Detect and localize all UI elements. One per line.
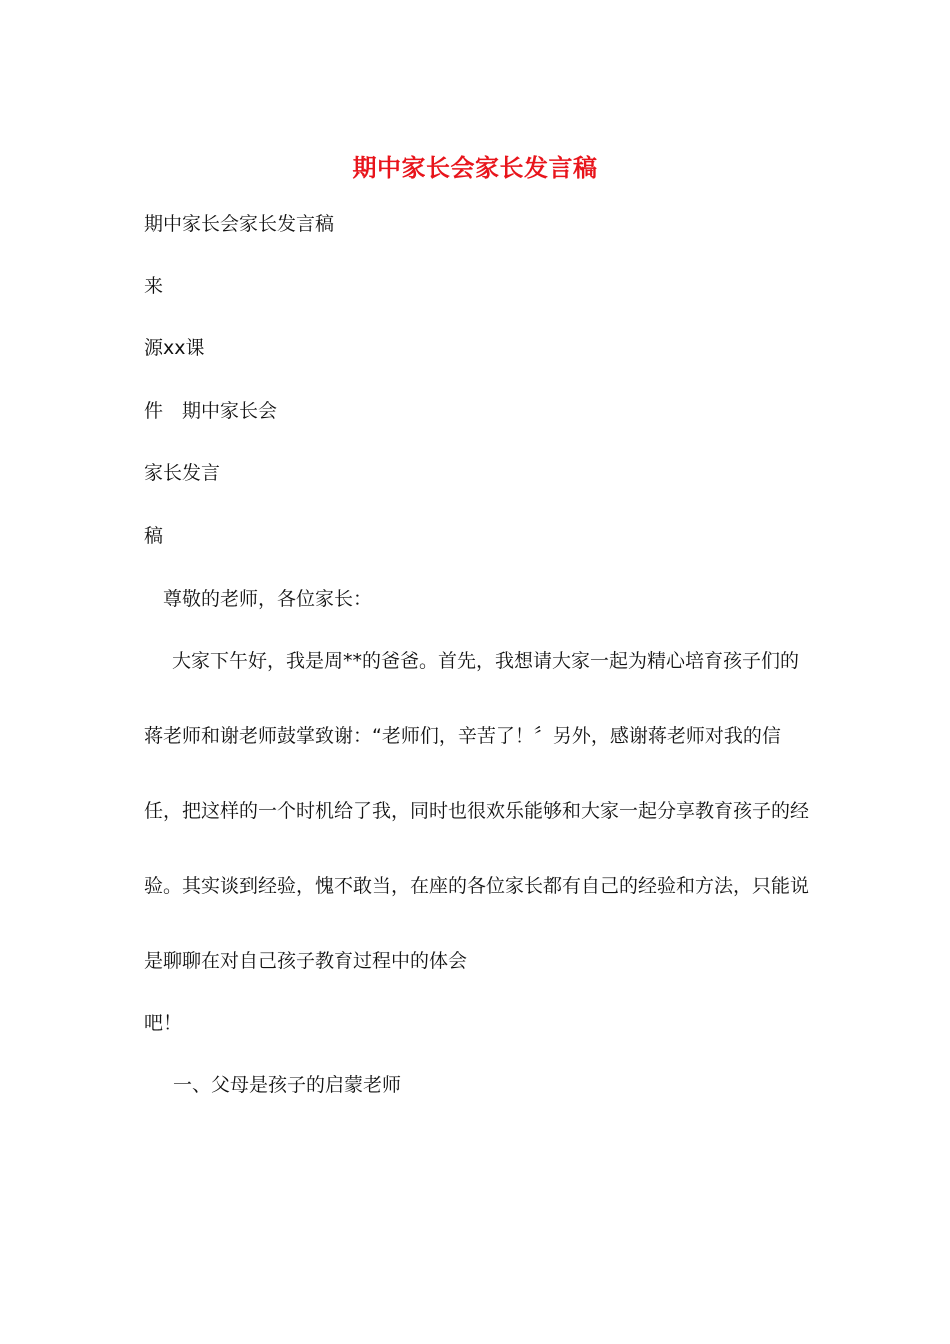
section-heading: 一、父母是孩子的启蒙老师	[173, 1074, 402, 1096]
salutation: 尊敬的老师，各位家长：	[163, 588, 373, 610]
meta-line-source-1: 来	[144, 275, 164, 297]
meta-line-source-5: 稿	[144, 525, 164, 547]
document-title: 期中家长会家长发言稿	[352, 153, 598, 182]
meta-line-source-4: 家长发言	[144, 462, 221, 484]
paragraph-body: 大家下午好，我是周**的爸爸。首先，我想请大家一起为精心培育孩子们的蒋老师和谢老师鼓掌致谢：“老师们，辛苦了！〞另外，感谢蒋老师对我的信任，把这样的一个时机给了我，同时也很欢乐能够和大家一起分享教育孩子的经验。其实谈到经验，愧不敢当，在座的各位家长都有自己的经验和方法，只能说是聊聊在对自己孩子教育过程中的体会	[144, 650, 810, 972]
meta-line-title: 期中家长会家长发言稿	[144, 213, 335, 235]
meta-line-source-2: 源xx课	[144, 337, 205, 359]
meta-line-source-3: 件 期中家长会	[144, 400, 278, 422]
paragraph-tail: 吧！	[144, 1012, 183, 1034]
